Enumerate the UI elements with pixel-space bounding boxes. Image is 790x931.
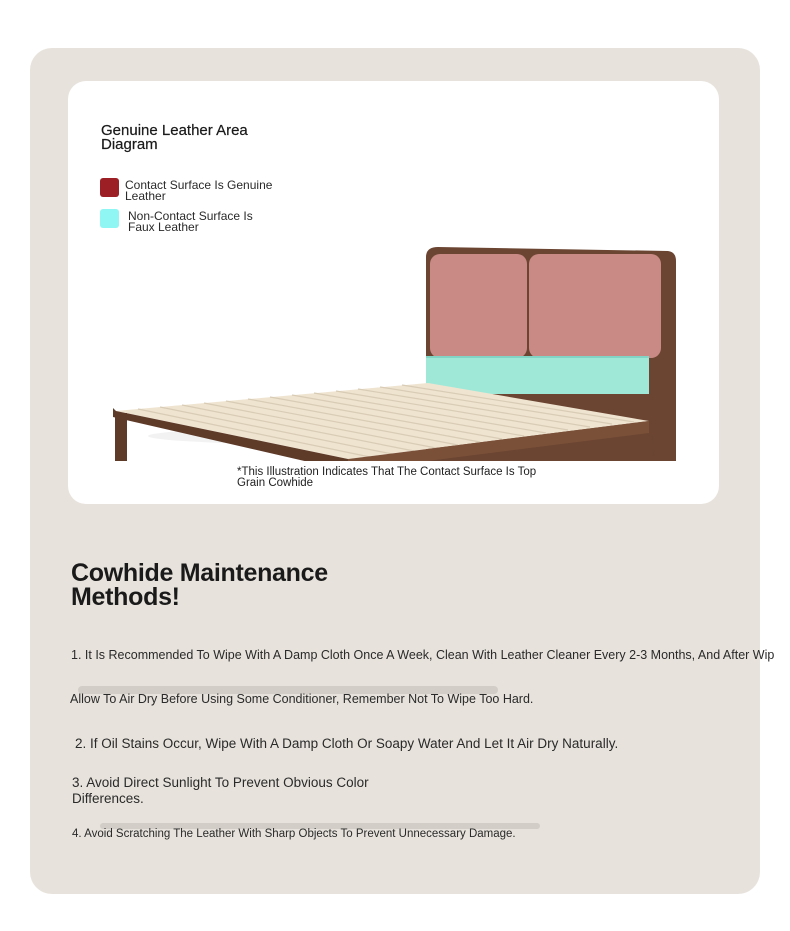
leather-diagram-card	[68, 81, 719, 504]
leather-cushion-left	[430, 254, 527, 358]
outer-card	[30, 48, 775, 894]
maintenance-tip-3: 3. Avoid Direct Sunlight To Prevent Obvious Color Differences.	[72, 775, 369, 806]
legend-label: Non-Contact Surface Is Faux Leather	[128, 209, 253, 234]
leather-cushion-right	[529, 254, 661, 358]
maintenance-title: Cowhide Maintenance Methods!	[71, 559, 328, 611]
legend-label: Contact Surface Is Genuine Leather	[125, 178, 273, 203]
bed-illustration	[108, 161, 708, 461]
maintenance-tip-1: 1. It Is Recommended To Wipe With A Damp Cloth Once A Week, Clean With Leather Cleaner Every 2-3 Months, And After Wip	[71, 648, 775, 662]
bed-leg-head	[651, 423, 676, 461]
maintenance-tip-4: 4. Avoid Scratching The Leather With Sharp Objects To Prevent Unnecessary Damage.	[72, 828, 516, 840]
diagram-footnote: *This Illustration Indicates That The Contact Surface Is Top Grain Cowhide	[237, 466, 537, 489]
maintenance-tip-2: 2. If Oil Stains Occur, Wipe With A Damp Cloth Or Soapy Water And Let It Air Dry Naturally.	[75, 736, 619, 751]
faux-leather-strip	[426, 356, 649, 394]
maintenance-tip-1-continued: Allow To Air Dry Before Using Some Conditioner, Remember Not To Wipe Too Hard.	[70, 692, 534, 706]
bed-leg-back-left	[115, 413, 127, 461]
diagram-title: Genuine Leather Area Diagram	[101, 122, 248, 153]
